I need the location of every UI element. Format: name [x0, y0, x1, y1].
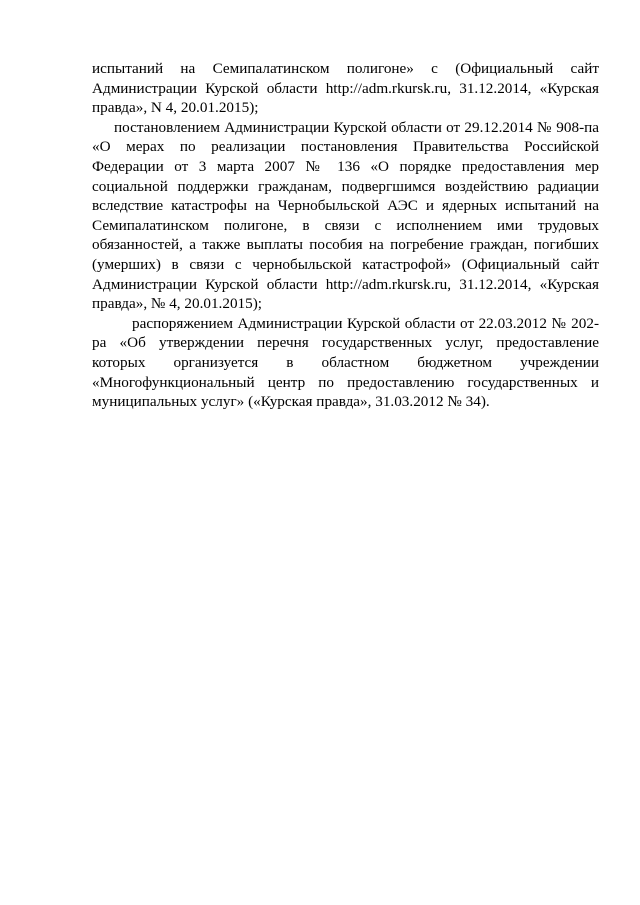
document-body — [92, 59, 599, 412]
paragraph-continuation: испытаний на Семипалатинском полигоне» с (Официальный сайт Администрации Курской области http://adm.rkursk.ru, 31.12.2014, «Курская правда», N 4, 20.01.2015); — [92, 60, 599, 117]
paragraph-postanovlenie: постановлением Администрации Курской области от 29.12.2014 № 908-па «О мерах по реализации постановления Правительства Российской Федерации от 3 марта 2007 № 136 «О порядке предоставления мер социальной поддержки гражданам, подвергшимся воздействию радиации вследствие катастрофы на Чернобыльской АЭС и ядерных испытаний на Семипалатинском полигоне, в связи с исполнением ими трудовых обязанностей, а также выплаты пособия на погребение граждан, погибших (умерших) в связи с чернобыльской катастрофой» (Официальный сайт Администрации Курской области http://adm.rkursk.ru, 31.12.2014, «Курская правда», № 4, 20.01.2015); — [92, 118, 599, 313]
paragraph-rasporyazhenie: распоряжением Администрации Курской области от 22.03.2012 № 202-ра «Об утверждении перечня государственных услуг, предоставление которых организуется в областном бюджетном учреждении «Многофункциональный центр по предоставлению государственных и муниципальных услуг» («Курская правда», 31.03.2012 № 34). — [92, 314, 599, 411]
